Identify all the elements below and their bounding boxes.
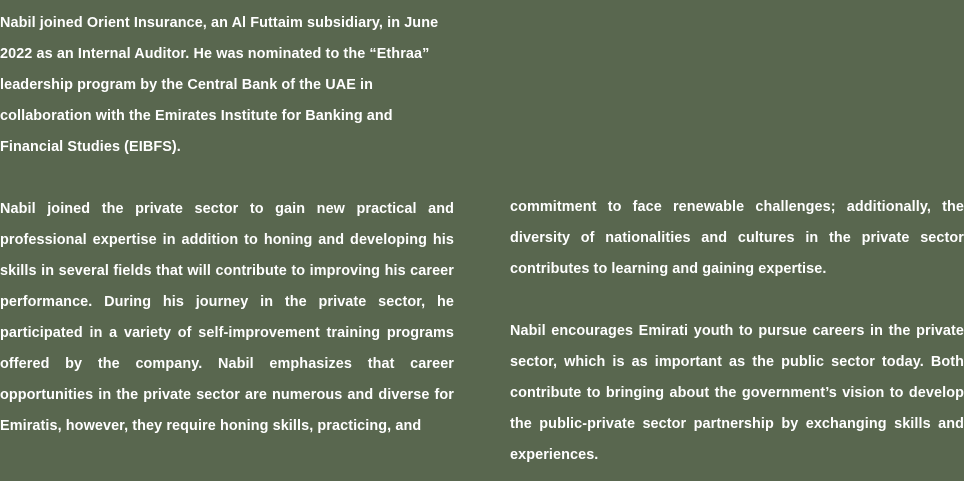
paragraph-encouragement: Nabil encourages Emirati youth to pursue careers in the private sector, which is as important as the public sector today. Both contribute to bringing about the government’s vision to develop the public-private sector partnership by exchanging skills and experiences. [510,323,964,463]
right-column [510,8,964,471]
left-column [0,8,454,471]
paragraph-private-sector-experience: Nabil joined the private sector to gain new practical and professional expertise in addition to honing and developing his skills in several fields that will contribute to improving his career performance. During his journey in the private sector, he participated in a variety of self-improvement training programs offered by the company. Nabil emphasizes that career opportunities in the private sector are numerous and diverse for Emiratis, however, they require honing skills, practicing, and [0,201,454,434]
paragraph-commitment-continuation: commitment to face renewable challenges; additionally, the diversity of nationalities and cultures in the private sector contributes to learning and gaining expertise. [510,199,964,277]
paragraph-intro: Nabil joined Orient Insurance, an Al Futtaim subsidiary, in June 2022 as an Internal Auditor. He was nominated to the “Ethraa” leadership program by the Central Bank of the UAE in collaboration with the Emirates Institute for Banking and Financial Studies (EIBFS). [0,15,439,155]
